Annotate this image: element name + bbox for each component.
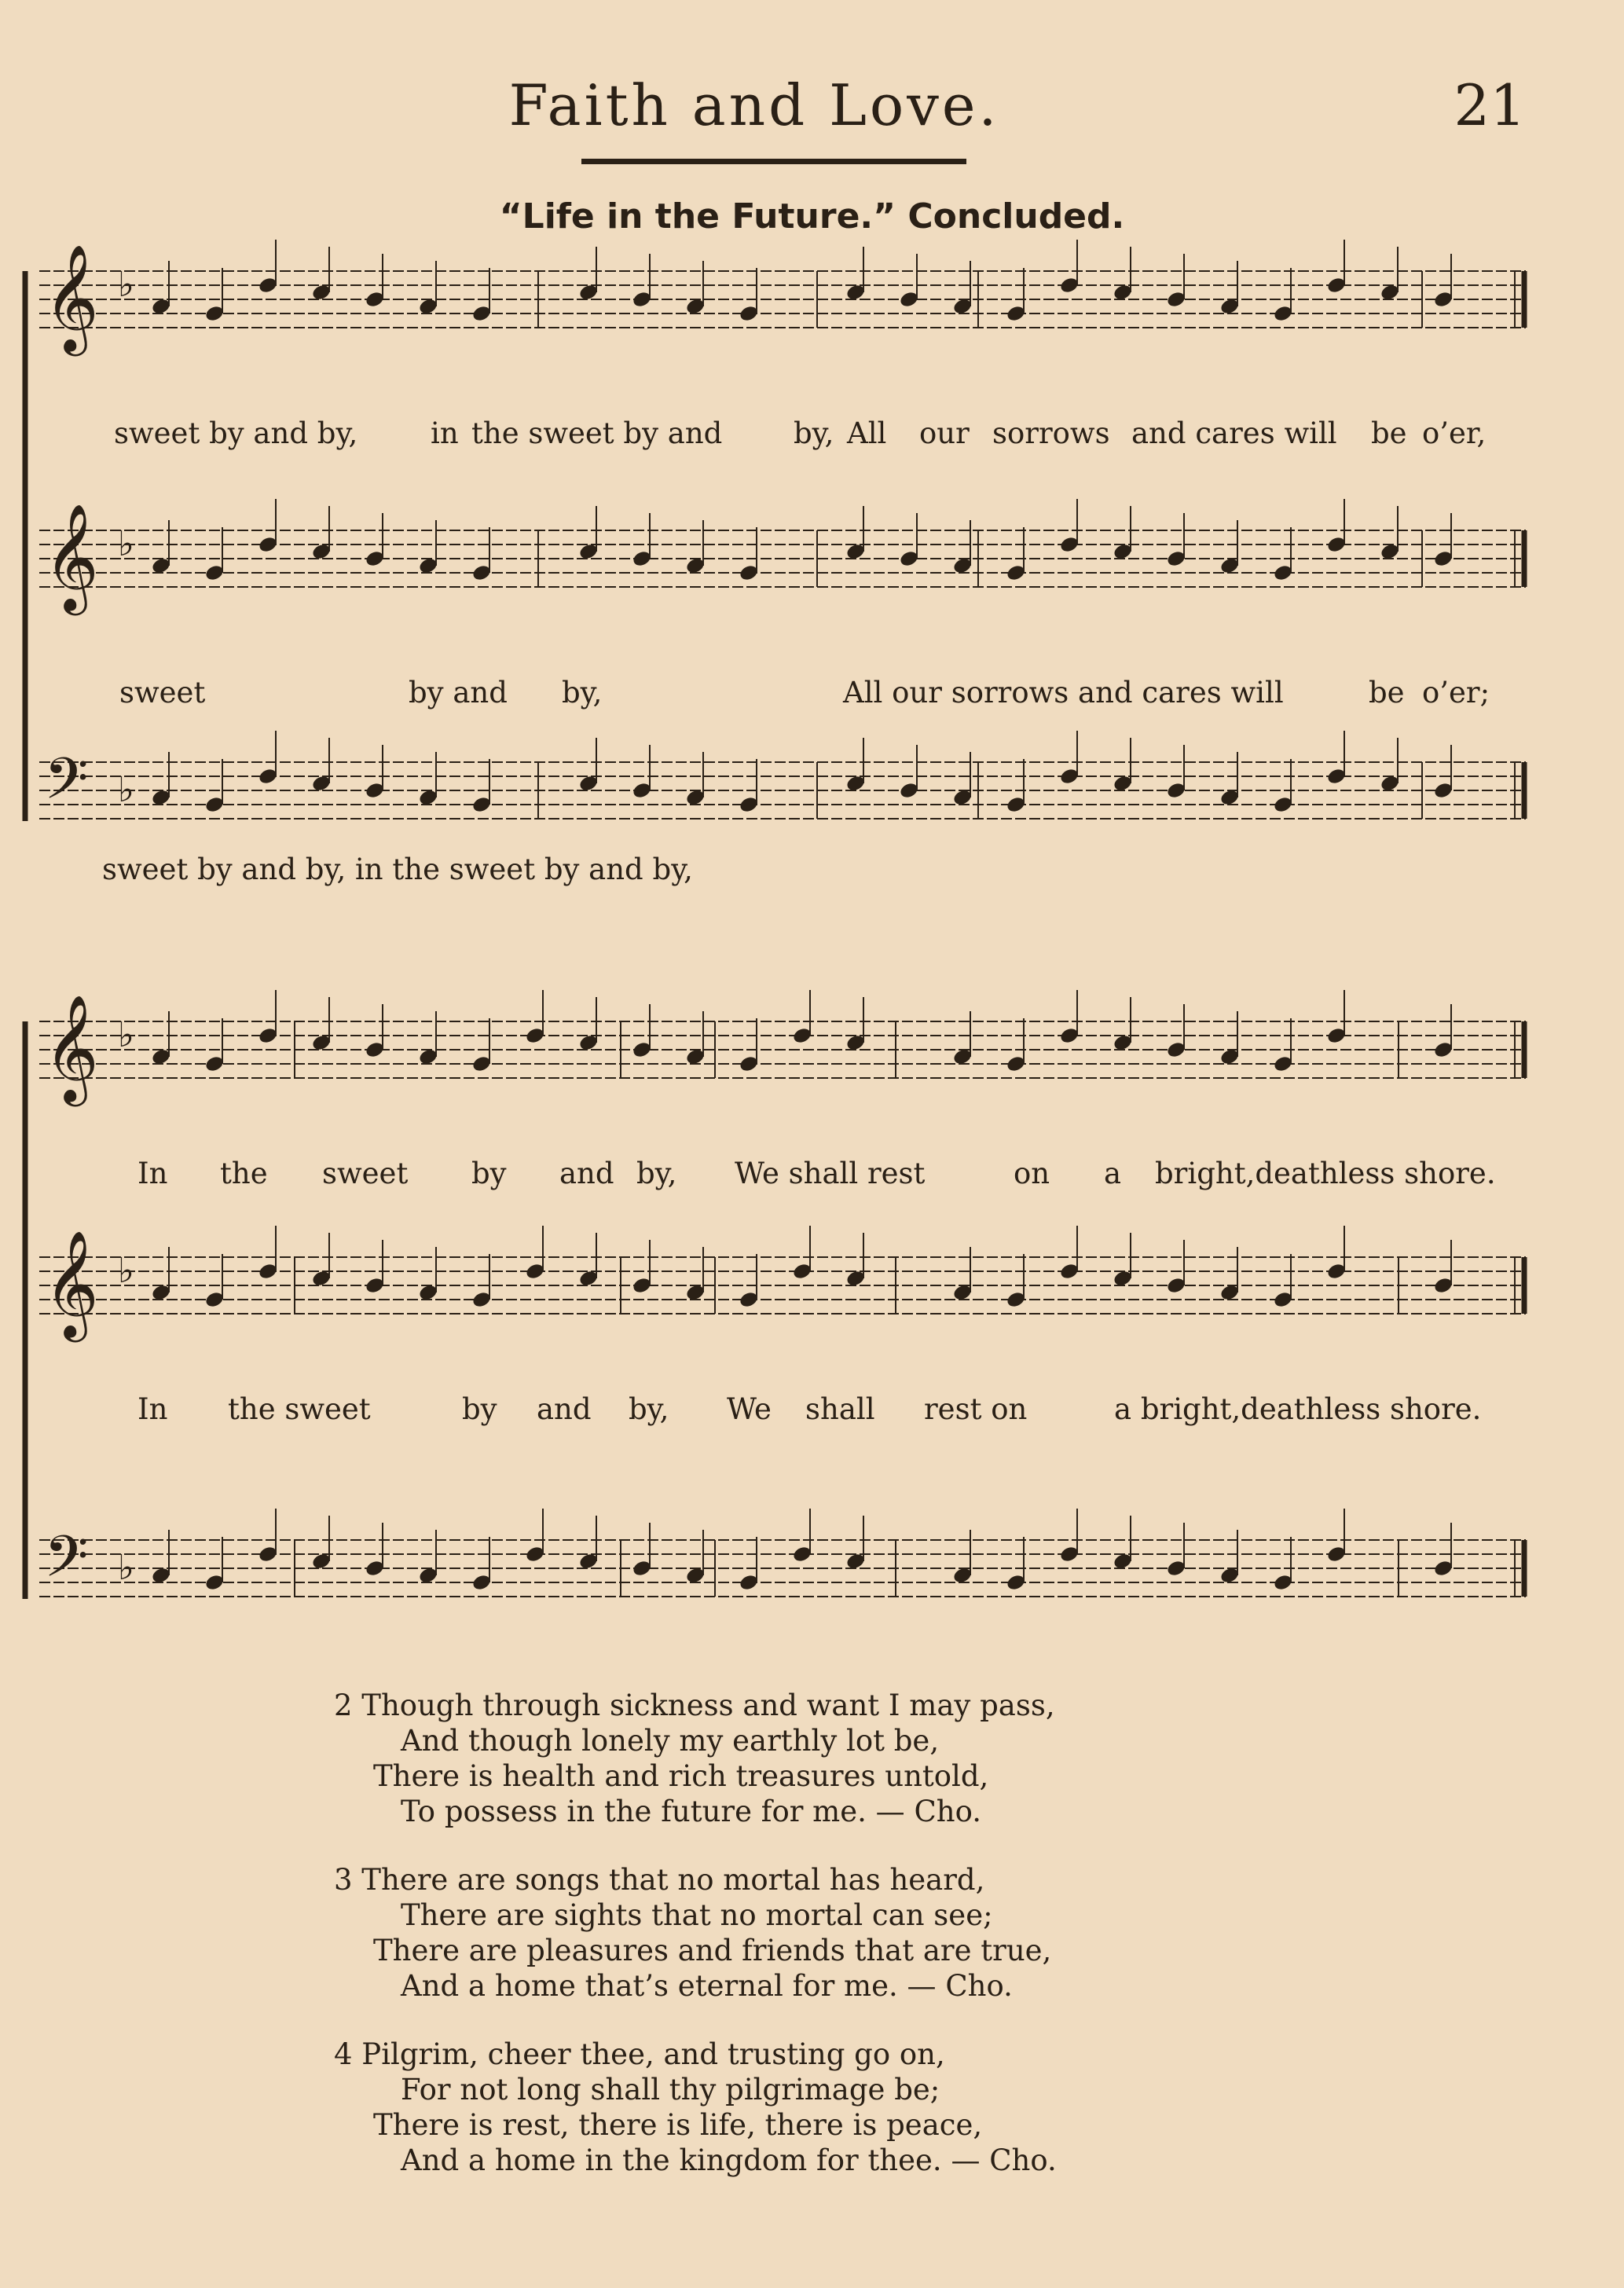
lyric: a: [1104, 1157, 1122, 1190]
verse-line: There are sights that no mortal can see;: [401, 1898, 993, 1932]
flat-icon: ♭: [118, 524, 134, 564]
song-subtitle: “Life in the Future.” Concluded.: [499, 196, 1125, 236]
lyric: We: [727, 1392, 772, 1426]
bass-clef-icon: 𝄢: [44, 1523, 89, 1604]
flat-icon: ♭: [118, 770, 134, 810]
lyric: o’er;: [1422, 676, 1490, 710]
lyric: the sweet: [228, 1392, 371, 1426]
bass-clef-icon: 𝄢: [44, 745, 89, 826]
lyric: by: [462, 1392, 497, 1426]
flat-icon: ♭: [118, 1015, 134, 1055]
treble-clef-icon: 𝄞: [44, 993, 99, 1102]
lyric: bright,deathless shore.: [1155, 1157, 1496, 1190]
lyric: by: [471, 1157, 507, 1190]
flat-icon: ♭: [118, 1251, 134, 1291]
lyric: by,: [636, 1157, 677, 1190]
lyric: the: [220, 1157, 268, 1190]
verse-3: [334, 1862, 1057, 2004]
lyric: and: [537, 1392, 592, 1426]
verse-line: To possess in the future for me. — Cho.: [401, 1795, 981, 1828]
verse-line: 4 Pilgrim, cheer thee, and trusting go on,: [334, 2037, 945, 2071]
lyric: In: [137, 1157, 168, 1190]
treble-clef-icon: 𝄞: [44, 1229, 99, 1337]
lyric: All: [847, 416, 887, 450]
lyric: All our sorrows and cares will: [843, 676, 1284, 710]
verse-line: There is health and rich treasures untold,: [373, 1759, 989, 1793]
verse-line: 3 There are songs that no mortal has heard,: [334, 1863, 985, 1897]
verse-line: And a home in the kingdom for thee. — Cho.: [401, 2143, 1057, 2177]
verses: [334, 1688, 1057, 2211]
lyric: by,: [794, 416, 834, 450]
lyric: We shall rest: [735, 1157, 926, 1190]
lyric: be: [1371, 416, 1407, 450]
lyric: be: [1369, 676, 1405, 710]
lyric: sweet: [322, 1157, 409, 1190]
lyric: In: [137, 1392, 168, 1426]
verse-line: And though lonely my earthly lot be,: [401, 1724, 940, 1758]
verse-line: There are pleasures and friends that are true,: [373, 1934, 1052, 1967]
verse-line: 2 Though through sickness and want I may pass,: [334, 1688, 1055, 1722]
lyric: by and: [409, 676, 508, 710]
lyric: and cares will: [1131, 416, 1337, 450]
lyrics-system1-bass: sweet by and by, in the sweet by and by,: [102, 852, 693, 886]
lyric: shall: [805, 1392, 875, 1426]
treble-clef-icon: 𝄞: [44, 243, 99, 351]
lyric: o’er,: [1422, 416, 1487, 450]
verse-4: [334, 2037, 1057, 2178]
flat-icon: ♭: [118, 1548, 134, 1588]
verse-2: [334, 1688, 1057, 1829]
flat-icon: ♭: [118, 265, 134, 305]
lyric: sorrows: [992, 416, 1110, 450]
lyric: by,: [629, 1392, 669, 1426]
lyric: by,: [562, 676, 603, 710]
verse-line: And a home that’s eternal for me. — Cho.: [401, 1969, 1013, 2003]
lyric: and: [559, 1157, 614, 1190]
page-title: Faith and Love.: [508, 72, 1000, 138]
lyric: in: [431, 416, 459, 450]
lyric: a bright,deathless shore.: [1114, 1392, 1482, 1426]
verse-line: For not long shall thy pilgrimage be;: [401, 2073, 940, 2106]
page-number: 21: [1454, 72, 1526, 138]
lyric: sweet by and by,: [114, 416, 358, 450]
treble-clef-icon: 𝄞: [44, 502, 99, 610]
lyric: sweet: [119, 676, 206, 710]
lyric: our: [919, 416, 970, 450]
lyric: on: [1014, 1157, 1050, 1190]
lyric: the sweet by and: [471, 416, 723, 450]
lyric: rest on: [924, 1392, 1028, 1426]
verse-line: There is rest, there is life, there is peace,: [373, 2108, 983, 2142]
